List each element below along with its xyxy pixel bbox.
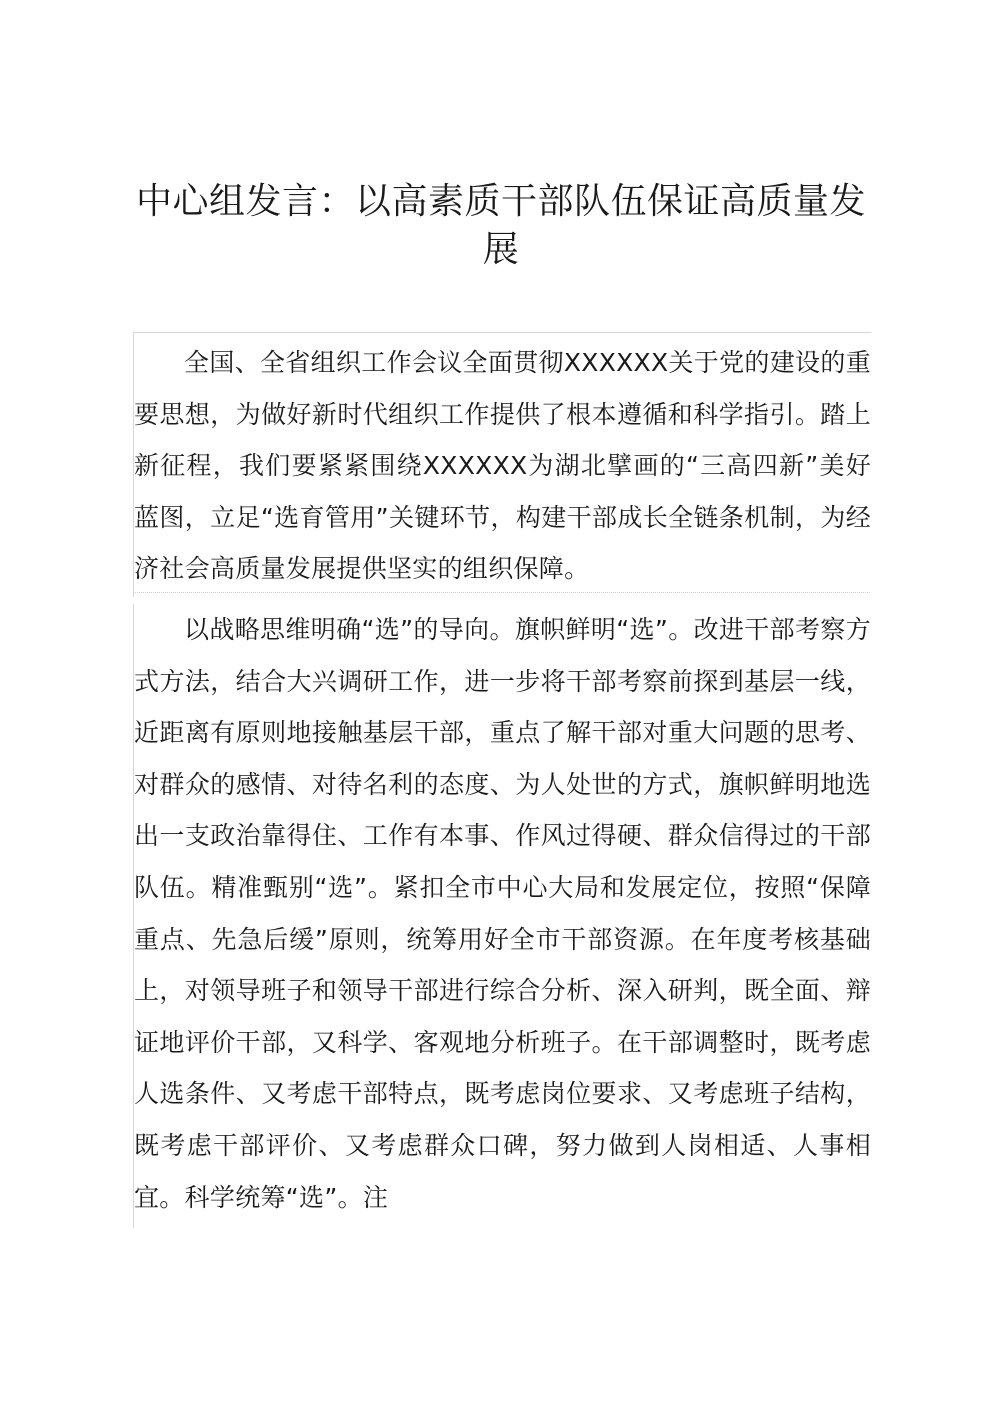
paragraph-divider <box>133 592 870 593</box>
paragraph-selection: 以战略思维明确“选”的导向。旗帜鲜明“选”。改进干部考察方式方法，结合大兴调研工作，进一步将干部考察前探到基层一线，近距离有原则地接触基层干部，重点了解干部对重大问题的思考、对群众的感情、对待名利的态度、为人处世的方式，旗帜鲜明地选出一支政治靠得住、工作有本事、作风过得硬、群众信得过的干部队伍。精准甄别“选”。紧扣全市中心大局和发展定位，按照“保障重点、先急后缓”原则，统筹用好全市干部资源。在年度考核基础上，对领导班子和领导干部进行综合分析、深入研判，既全面、辩证地评价干部，又科学、客观地分析班子。在干部调整时，既考虑人选条件、又考虑干部特点，既考虑岗位要求、又考虑班子结构，既考虑干部评价、又考虑群众口碑，努力做到人岗相适、人事相宜。科学统筹“选”。注 <box>133 604 871 1228</box>
document-title: 中心组发言：以高素质干部队伍保证高质量发展 <box>135 181 866 270</box>
paragraph-intro: 全国、全省组织工作会议全面贯彻XXXXXX关于党的建设的重要思想，为做好新时代组织工作提供了根本遵循和科学指引。踏上新征程，我们要紧紧围绕XXXXXX为湖北擘画的“三高四新”美好蓝图，立足“选育管用”关键环节，构建干部成长全链条机制，为经济社会高质量发展提供坚实的组织保障。 <box>133 332 871 597</box>
